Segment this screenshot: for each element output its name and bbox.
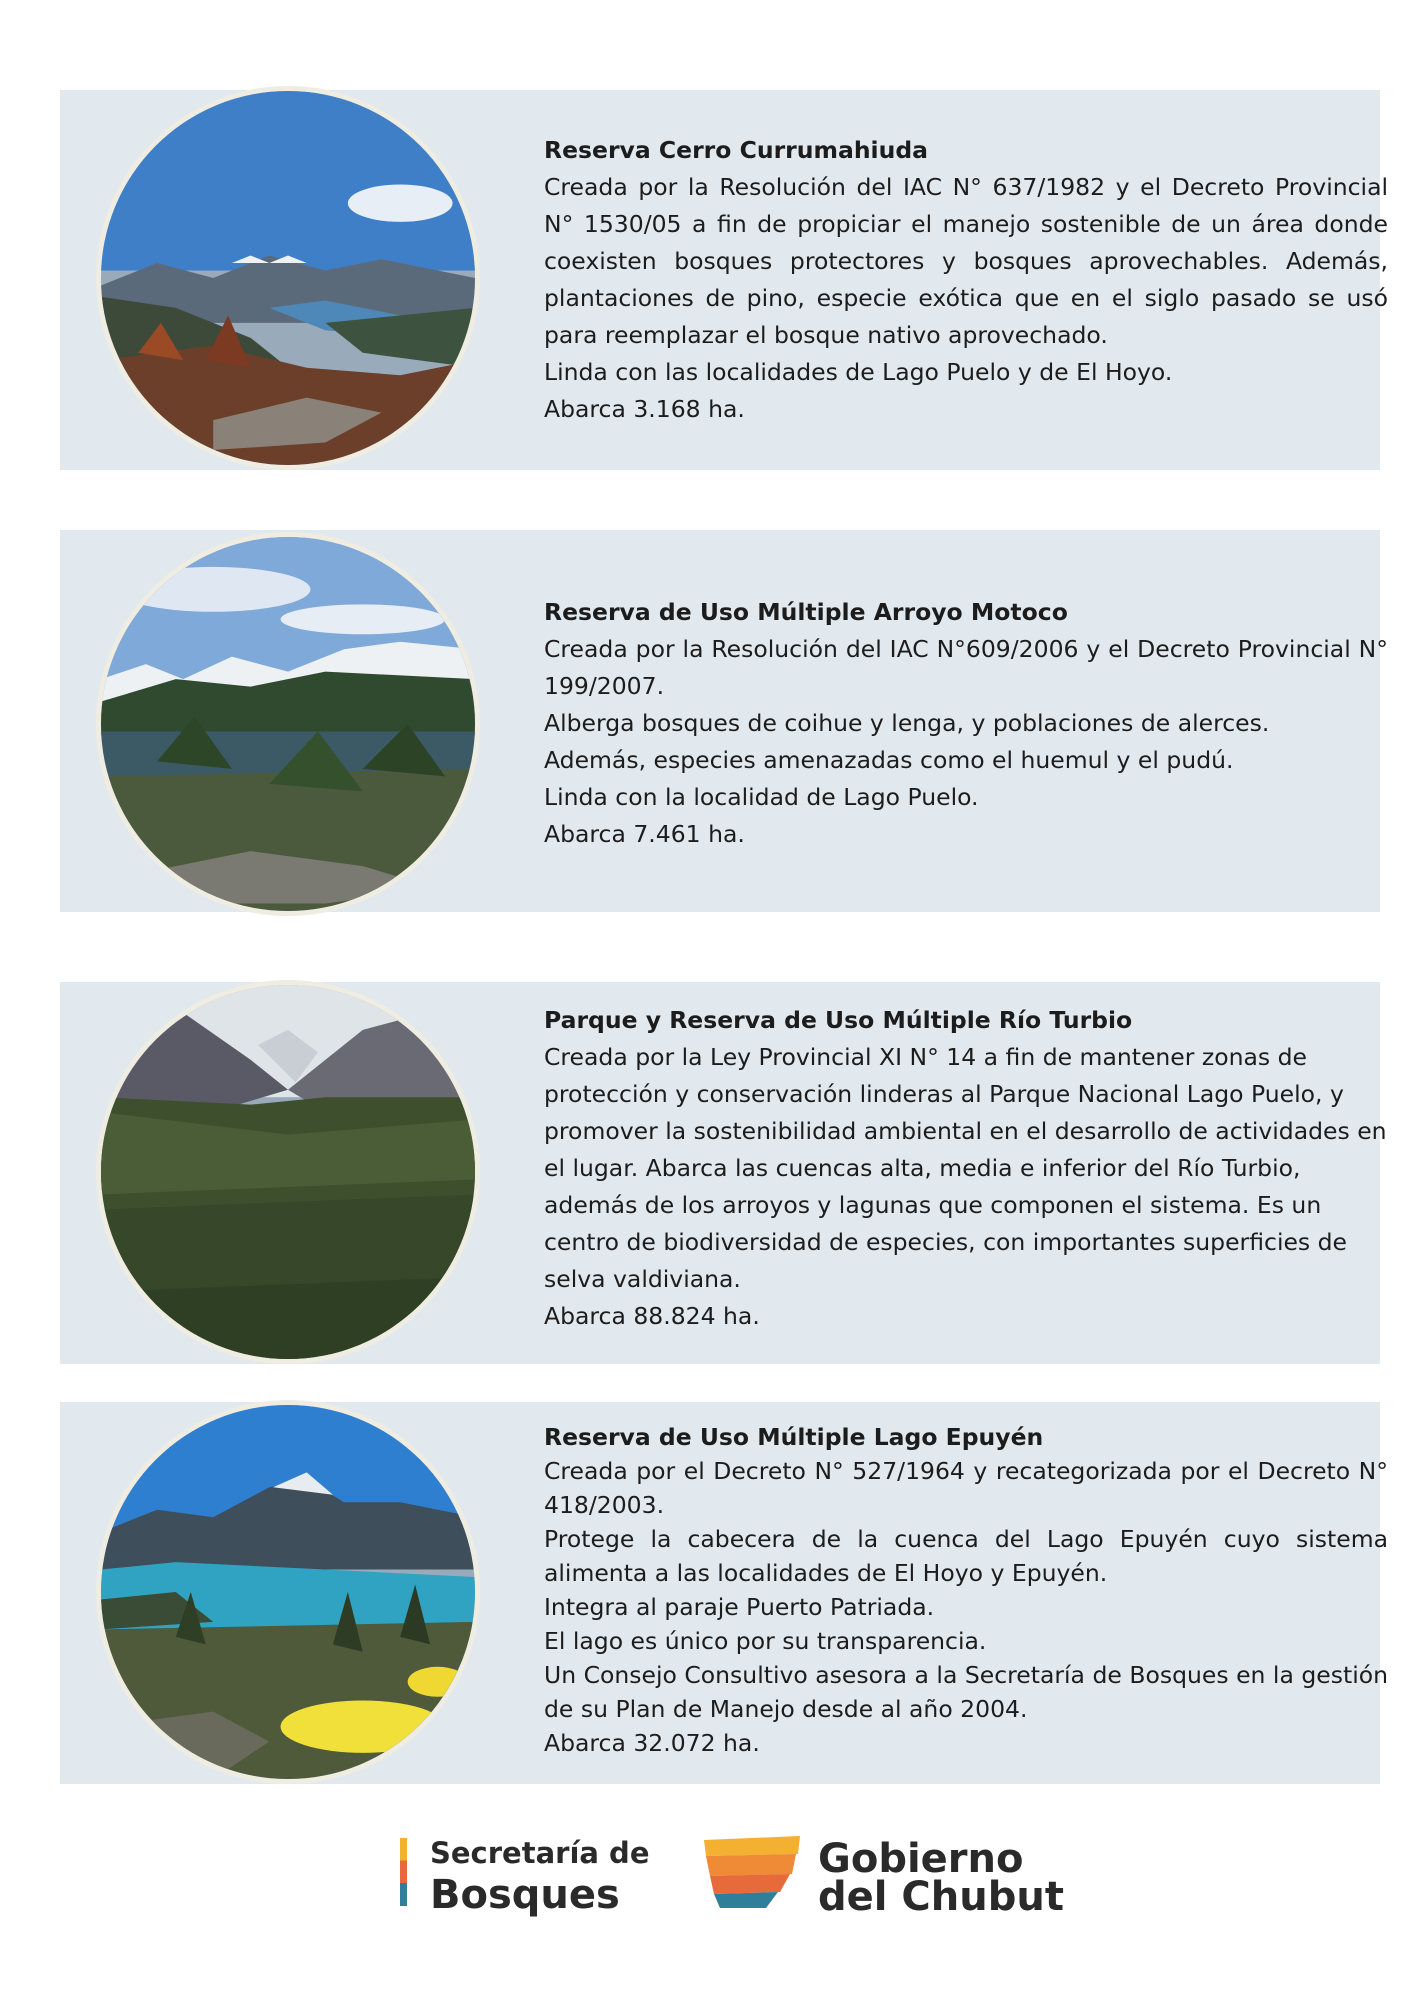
footer-logos <box>0 1828 1414 1938</box>
reserve-text <box>544 1420 1388 1760</box>
reserve-title: Reserva de Uso Múltiple Arroyo Motoco <box>544 598 1068 626</box>
secretaria-logo-line1: Secretaría de <box>430 1836 650 1870</box>
reserve-title: Parque y Reserva de Uso Múltiple Río Turbio <box>544 1006 1133 1034</box>
landscape-photo-forest-valley <box>96 980 480 1364</box>
reserve-title: Reserva de Uso Múltiple Lago Epuyén <box>544 1423 1044 1451</box>
chubut-map-logo-icon <box>700 1834 806 1910</box>
reserve-paragraph: El lago es único por su transparencia. <box>544 1627 987 1655</box>
gobierno-logo-line1: Gobierno <box>818 1836 1024 1882</box>
landscape-photo-turquoise-lake <box>96 1400 480 1784</box>
reserve-card-currumahiuda <box>60 90 1388 470</box>
reserve-paragraph: Linda con las localidades de Lago Puelo y de El Hoyo. <box>544 358 1173 386</box>
reserve-card-arroyo-motoco <box>60 530 1388 912</box>
secretaria-bar-icon <box>400 1838 407 1906</box>
secretaria-logo-line2: Bosques <box>430 1872 620 1918</box>
reserve-area: Abarca 7.461 ha. <box>544 820 745 848</box>
reserve-paragraph: Integra al paraje Puerto Patriada. <box>544 1593 935 1621</box>
reserve-area: Abarca 88.824 ha. <box>544 1302 760 1330</box>
reserve-paragraph: Linda con la localidad de Lago Puelo. <box>544 783 979 811</box>
reserve-title: Reserva Cerro Currumahiuda <box>544 136 929 164</box>
reserve-text <box>544 1002 1388 1335</box>
reserve-paragraph: Creada por el Decreto N° 527/1964 y recategorizada por el Decreto N° 418/2003. <box>544 1457 1388 1519</box>
reserve-paragraph: Alberga bosques de coihue y lenga, y poblaciones de alerces. <box>544 709 1270 737</box>
reserve-text <box>544 132 1388 428</box>
reserve-paragraph: Además, especies amenazadas como el huemul y el pudú. <box>544 746 1234 774</box>
reserve-card-rio-turbio <box>60 982 1387 1364</box>
landscape-photo-lake-valley <box>96 86 480 470</box>
reserve-area: Abarca 32.072 ha. <box>544 1729 760 1757</box>
reserve-card-lago-epuyen <box>60 1402 1388 1784</box>
gobierno-logo-line2: del Chubut <box>818 1874 1064 1920</box>
reserve-text <box>544 594 1388 853</box>
reserve-paragraph: Creada por la Ley Provincial XI N° 14 a fin de mantener zonas de protección y conservación linderas al Parque Nacional Lago Puelo, y promover la sostenibilidad ambiental en el desarrollo de actividades en el lugar. Abarca las cuencas alta, media e inferior del Río Turbio, además de los arroyos y lagunas que componen el sistema. Es un centro de biodiversidad de especies, con importantes superficies de selva valdiviana. <box>544 1043 1387 1293</box>
reserve-paragraph: Creada por la Resolución del IAC N°609/2006 y el Decreto Provincial N° 199/2007. <box>544 635 1388 700</box>
reserve-paragraph: Un Consejo Consultivo asesora a la Secretaría de Bosques en la gestión de su Plan de Manejo desde al año 2004. <box>544 1661 1388 1723</box>
landscape-photo-lake-snowy-peaks <box>96 532 480 916</box>
reserve-area: Abarca 3.168 ha. <box>544 395 745 423</box>
reserve-paragraph: Creada por la Resolución del IAC N° 637/1982 y el Decreto Provincial N° 1530/05 a fin de propiciar el manejo sostenible de un área donde coexisten bosques protectores y bosques aprovechables. Además, plantaciones de pino, especie exótica que en el siglo pasado se usó para reemplazar el bosque nativo aprovechado. <box>544 173 1388 349</box>
reserve-paragraph: Protege la cabecera de la cuenca del Lago Epuyén cuyo sistema alimenta a las localidades de El Hoyo y Epuyén. <box>544 1525 1388 1587</box>
